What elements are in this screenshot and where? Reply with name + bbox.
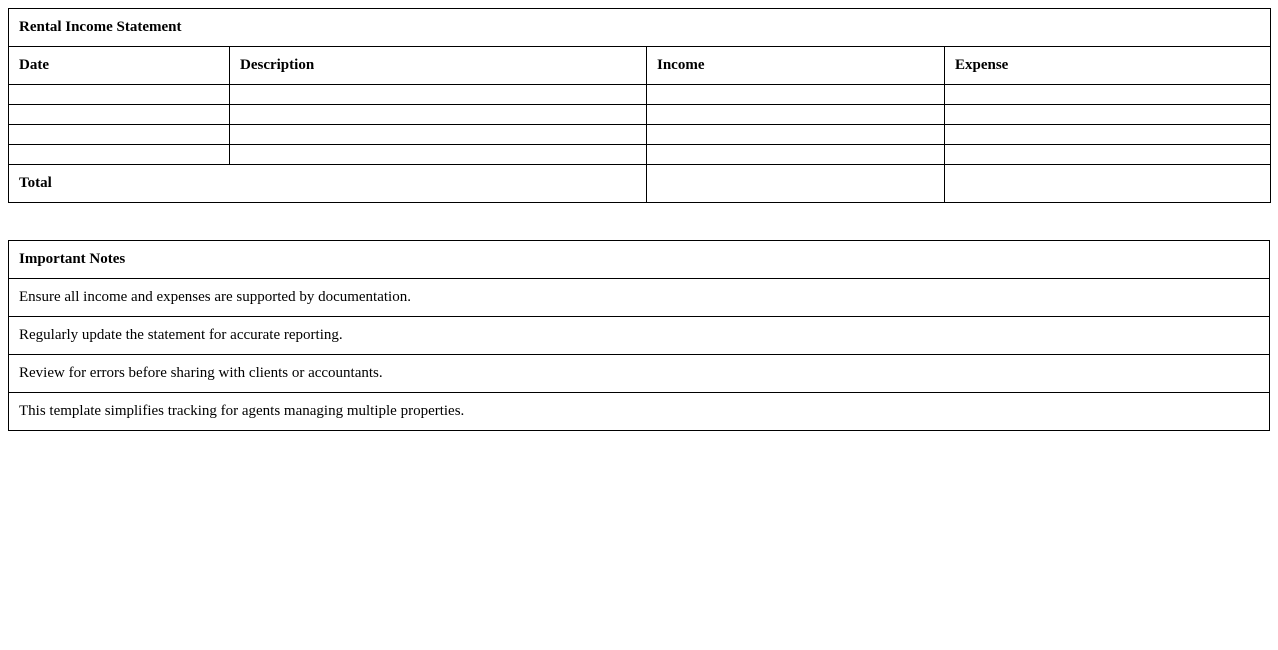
note-text: This template simplifies tracking for agents managing multiple properties. xyxy=(9,393,1270,431)
income-cell[interactable] xyxy=(647,85,945,105)
expense-cell[interactable] xyxy=(945,105,1271,125)
expense-cell[interactable] xyxy=(945,85,1271,105)
column-header-date: Date xyxy=(9,47,230,85)
total-income-cell[interactable] xyxy=(647,165,945,203)
description-cell[interactable] xyxy=(230,125,647,145)
header-row xyxy=(9,47,1271,85)
column-header-income: Income xyxy=(647,47,945,85)
list-item xyxy=(9,317,1270,355)
date-cell[interactable] xyxy=(9,105,230,125)
table-row xyxy=(9,145,1271,165)
total-label: Total xyxy=(9,165,647,203)
table-row xyxy=(9,105,1271,125)
note-text: Regularly update the statement for accurate reporting. xyxy=(9,317,1270,355)
income-cell[interactable] xyxy=(647,105,945,125)
note-text: Review for errors before sharing with clients or accountants. xyxy=(9,355,1270,393)
list-item xyxy=(9,393,1270,431)
table-row xyxy=(9,85,1271,105)
rental-income-statement-table xyxy=(8,8,1271,203)
expense-cell[interactable] xyxy=(945,145,1271,165)
notes-title-row xyxy=(9,241,1270,279)
description-cell[interactable] xyxy=(230,85,647,105)
note-text: Ensure all income and expenses are supported by documentation. xyxy=(9,279,1270,317)
important-notes-table xyxy=(8,240,1270,431)
column-header-expense: Expense xyxy=(945,47,1271,85)
date-cell[interactable] xyxy=(9,145,230,165)
description-cell[interactable] xyxy=(230,145,647,165)
income-cell[interactable] xyxy=(647,145,945,165)
list-item xyxy=(9,279,1270,317)
description-cell[interactable] xyxy=(230,105,647,125)
total-expense-cell[interactable] xyxy=(945,165,1271,203)
statement-title-row xyxy=(9,9,1271,47)
notes-title: Important Notes xyxy=(9,241,1270,279)
date-cell[interactable] xyxy=(9,125,230,145)
date-cell[interactable] xyxy=(9,85,230,105)
column-header-description: Description xyxy=(230,47,647,85)
statement-title: Rental Income Statement xyxy=(9,9,1271,47)
expense-cell[interactable] xyxy=(945,125,1271,145)
list-item xyxy=(9,355,1270,393)
total-row xyxy=(9,165,1271,203)
table-row xyxy=(9,125,1271,145)
income-cell[interactable] xyxy=(647,125,945,145)
